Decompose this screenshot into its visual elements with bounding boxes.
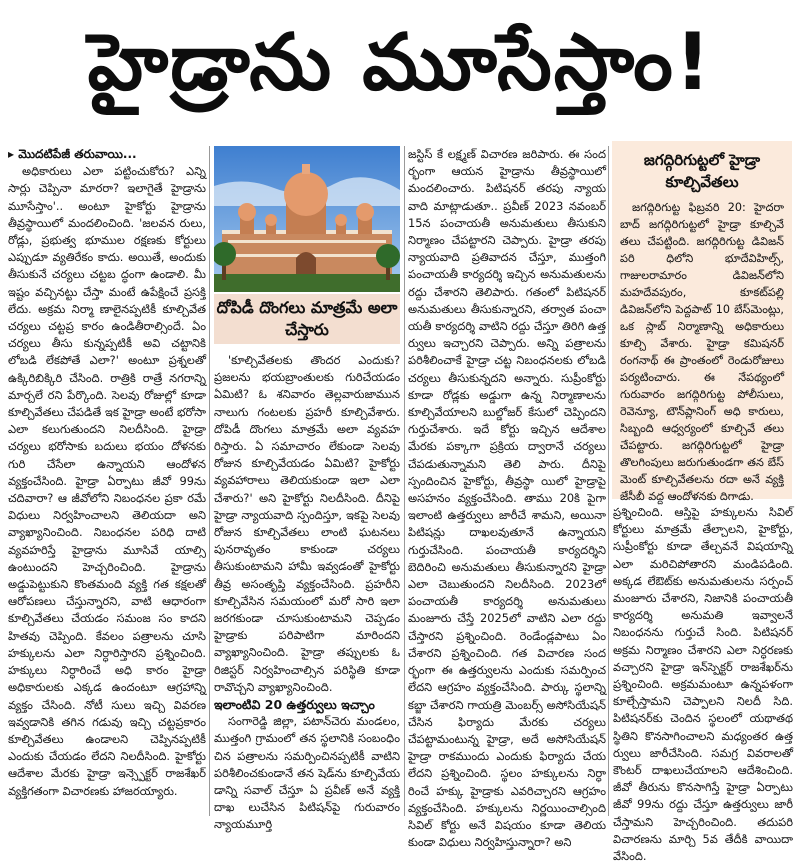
- subheading-box: దోపిడీ దొంగలు మాత్రమే అలా చేస్తారు: [214, 294, 400, 344]
- article-column-3: [408, 146, 606, 851]
- article-text: ప్రశ్నించింది. ఆస్తిపై హక్కులను సివిల్ కోర్టులు మాత్రమే తేల్చాలని, హైకోర్టు, సుప్రీంకోర్టు కూడా తేల్చవనే విషయాన్ని ఎలా మరిచిపోతారని మండిపడింది. అక్కడ లేఔట్‌కు అనుమతులను సర్పంచ్ మంజూరు చేశారని, నిజానికి పంచాయతీ కార్యదర్శి అనుమతి ఇవ్వాలనే నిబంధనను గుర్తుచే సింది. పిటిషనర్ అక్రమ నిర్మాణం చేశారని ఎలా నిర్ధరణకు వచ్చారని హైడ్రా ఇన్‌స్పెక్టర్ రాజశేఖర్‌ను ప్రశ్నించింది. అక్రమమంటూ ఉన్నపళంగా కూల్చేస్తామని చెప్పాలని నిలదీ సిది. పిటిషనర్‌కు చెందిన స్థలంలో యథాతథ స్థితిని కొనసాగించాలని మధ్యంతర ఉత్త ర్వులు జారీచేసింది. సమగ్ర వివరాలతో కౌంటర్ దాఖలుచేయాలని ఆదేశించింది. జీవో తీరును కొనసాగిస్తే హైడ్రా ఏర్పాటు జీవో 99ను రద్దు చేస్తూ ఉత్తర్వులు జారీ చేస్తామని హెచ్చరించింది. తదుపరి విచారణను మార్చి 5వ తేదీకి వాయిదా వేసింది.: [613, 505, 793, 864]
- sidebar-text: జగద్గిరిగుట్ట ఫిబ్రవరి 20: హైదరా బాద్ జగద్గిరిగుట్టలో హైడ్రా కూల్చివే తలు చేపట్టింది. జగద్గిరిగుట్ట డివిజన్ పరి ధిలోని భూదేవిహిల్స్, గాజులరామారం డివిజన్‌లోని మహదేవపురం, కూకట్‌పల్లి డివిజన్‌లోని పెద్దపాట్ 10 బేస్‌మెంట్లు, ఒక స్లాబ్ నిర్మాణాన్ని అధికారులు కూల్చి వేశారు. హైడ్రా కమిషనర్ రంగనాథ్ ఈ ప్రాంతంలో రెండురోజులు పర్యటించారు. ఈ నేపథ్యంలో గురువారం జగద్గిరిగుట్ట పోలీసులు, రెవెన్యూ, టౌన్‌ప్లానింగ్ అధి కారులు, సిబ్బంది ఆధ్వర్యంలో కూల్చివే తలు చేపట్టారు. జగద్గిరిగుట్టలో హైడ్రా తొలగింపులు జరుగుతుండగా తన బేస్ మెంట్ కూల్చివేతలను రదా అనే వ్యక్తి జేసీబీ వద్ద ఆందోళనకు దిగాడు.: [620, 201, 784, 503]
- headline: హైడ్రాను మూసేస్తాం!: [87, 18, 713, 108]
- continued-marker: ▸ మొదటిపేజీ తరువాయి...: [8, 147, 137, 161]
- article-text: అధికారులు ఎలా పట్టించుకోరు? ఎన్ని సార్లు చెప్పినా మారరా? ఇలాగైతే హైడ్రాను మూసేస్తాం'.. అంటూ హైకోర్టు హైడ్రాను తీవ్రస్థాయిలో మందలించింది. 'జలవన రులు, రోడ్లు, ప్రభుత్వ భూముల రక్షణకు కోర్టులు ఎప్పుడూ వ్యతిరేకం కాదు. అయితే, అందుకు తీసుకునే చర్యలు చట్టబ ద్ధంగా ఉండాలి. మీ ఇష్టం వచ్చినట్టు చేస్తా మంటే ఉపేక్షించే ప్రసక్తి లేదు. అక్రమ నిర్మా ణాలైనప్పటికీ కూల్చివేత చర్యలు చట్టప్ర కారం ఉండితీరాల్సిందే. ఏం చర్యలు తీసు కున్నప్పటికీ అవి చట్టానికి లోబడి లేకపోతే ఎలా?' అంటూ ప్రశ్నలతో ఉక్కిరిబిక్కిరి చేసింది. రాత్రికి రాత్రే నగరాన్ని మార్చలే రని పేర్కొంది. సెలవు రోజుల్లో కూడా కూల్చివేతలు చేపడితే ఇక హైడ్రా అంటే భరోసా ఎలా కలుగుతుందని నిలదీసింది. హైడ్రా చర్యలు భరోసాకు బదులు భయం దోళనకు గురి చేసేలా ఉన్నాయని ఆందోళన వ్యక్తంచేసింది. హైడ్రా ఏర్పాటు జీవో 99ను చదివారా? ఆ జీవోలోని నిబంధనల ప్రకా రమే విధులు నిర్వహించాలని తెలియదా అని వ్యాఖ్యానించింది. నిబంధనల పరిధి దాటి వ్యవహరిస్తే హైడ్రాను మూసివే యాల్సి ఉంటుందని హెచ్చరించింది. హైడ్రాను అడ్డుపెట్టుకుని కొంతమంది వ్యక్తి గత కక్షలతో ఆరోపణలు చేస్తున్నారని, వాటి ఆధారంగా కూల్చివేతలు చేయడం సమంజ సం కాదని హితవు చెప్పింది. కేవలం పత్రాలను చూసి హక్కులను ఎలా నిర్ధారిస్తారని ప్రశ్నించింది. హక్కులు నిర్ధారించే అధి కారం హైడ్రా అధికారులకు ఎక్కడ ఉందంటూ ఆగ్రహాన్ని వ్యక్తం చేసింది. నోటీ సులు ఇచ్చి వివరణ ఇవ్వడానికి తగిన గడువు ఇచ్చి చట్టప్రకారం కూల్చివేతలు ఉండాలని చెప్పినప్పటికీ ఎందుకు చేయడం లేదని నిలదీసింది. హైకోర్టు ఆదేశాల మేరకు హైడ్రా ఇన్స్పెక్టర్ రాజశేఖర్ వ్యక్తిగతంగా విచారణకు హాజరయ్యారు.: [8, 164, 206, 798]
- column-divider: [404, 146, 405, 816]
- article-column-2: [214, 352, 400, 834]
- section-subhead: ఇలాంటివి 20 ఉత్తర్వులు ఇచ్చాం: [214, 697, 375, 713]
- sidebar-title: జగద్గిరిగుట్టలో హైడ్రా కూల్చివేతలు: [643, 151, 761, 191]
- article-text: జస్టిస్ కే లక్ష్మణ్ విచారణ జరిపారు. ఈ సంద ర్భంగా ఆయన హైడ్రాను తీవ్రస్థాయిలో మందలించారు. పిటిషనర్ తరపు న్యాయ వాది మాట్లాడుతూ.. ప్రవీణ్ 2023 నవంబర్ 15న పంచాయతీ అనుమతులు తీసుకుని నిర్మాణం చేపట్టారని చెప్పారు. హైడ్రా తరపు న్యాయవాది ప్రతివాదన చేస్తూ, ముత్తంగి పంచాయతీ కార్యదర్శి ఇచ్చిన అనుమతులను రద్దు చేశారని తెలిపారు. గతంలో పిటిషనర్ అనుమతులు తీసుకున్నారని, తర్వాత పంచా యతీ కార్యదర్శి వాటిని రద్దు చేస్తూ తిరిగి ఉత్త ర్వులు ఇచ్చారని చెప్పారు. అన్ని పత్రాలను పరిశీలించాకే హైడ్రా చట్ట నిబంధనలకు లోబడి చర్యలు తీసుకున్నదని అన్నారు. సుప్రీంకోర్టు కూడా రోడ్లకు అడ్డుగా ఉన్న నిర్మాణాలను కూల్చివేయాలని బుల్డోజర్ కేసులో చెప్పిందని గుర్తుచేశారు. ఇదే కోర్టు ఇచ్చిన ఆదేశాల మేరకు పక్కాగా ప్రక్రియ ద్వారానే చర్యలు చేపడుతున్నామని తెలి పారు. దీనిపై స్పందించిన హైకోర్టు, తీవ్రస్థా యిలో హైడ్రాపై అసహనం వ్యక్తంచేసింది. తాము 20కి పైగా ఇలాంటి ఉత్తర్వులు జారీచే శామని, అయినా పిటిషన్లు దాఖలవుతూనే ఉన్నాయని గుర్తుచేసింది. పంచాయతీ కార్యదర్శిని బెదిరించి అనుమతులు తీసుకున్నారని హైడ్రా ఎలా చెబుతుందని నిలదీసింది. 2023లో పంచాయతీ కార్యదర్శి అనుమతులు మంజూరు చేస్తే 2025లో వాటిని ఎలా రద్దు చేస్తారని ప్రశ్నించింది. రెండేండ్లపాటు ఏం చేశారని ప్రశ్నించింది. గత విచారణ సంద ర్భంగా ఈ ఉత్తర్వులను ఎందుకు సమర్పించ లేదని ఆగ్రహం వ్యక్తంచేసింది. పార్కు స్థలాన్ని కబ్జా చేశారని గాయత్రి మెంబర్స్ అసోసియేషన్ చేసిన ఫిర్యాదు మేరకు చర్యలు చేపట్టామంటున్న హైడ్రా, అదే అసోసియేషన్ హైడ్రా రాకముందు ఎందుకు ఫిర్యాదు చేయ లేదని ప్రశ్నించింది. స్థలం హక్కులను నిర్ధా రించే హక్కు హైడ్రాకు ఎవరిచ్చారని ఆగ్రహం వ్యక్తంచేసింది. హక్కులను నిర్ణయించాల్సింది సివిల్ కోర్టు అనే విషయం కూడా తెలియ కుండా విధులు నిర్వహిస్తున్నారా? అని: [408, 147, 606, 850]
- column-divider: [209, 146, 210, 816]
- article-column-1: [8, 146, 206, 800]
- column-divider: [608, 146, 609, 816]
- sidebar-box: [612, 141, 792, 503]
- article-text: 'కూల్చివేతలకు తొందర ఎందుకు? ప్రజలను భయబ్రాంతులకు గురిచేయడం ఏమిటి? ఓ శనివారం తెల్లవారుజామున నాలుగు గంటలకు ప్రహరీ కూల్చివేశారు. దోపిడీ దొంగలు మాత్రమే అలా వ్యవహ రిస్తారు. ఏ సమాచారం లేకుండా సెలవు రోజున కూల్చివేయడం ఏమిటి? హైకోర్టు వ్యవహారాలు తెలియకుండా ఇలా ఎలా చేశారు?' అని హైకోర్టు నిలదీసింది. దీనిపై హైడ్రా న్యాయవాది స్పందిస్తూ, ఇకపై సెలవు రోజున కూల్చివేతలు లాంటి ఘటనలు పునరావృతం కాకుండా చర్యలు తీసుకుంటామని హామీ ఇవ్వడంతో హైకోర్టు తీవ్ర అసంతృప్తి వ్యక్తంచేసింది. ప్రహరీని కూల్చివేసిన సమయంలో మరో సారి ఇలా జరగకుండా చూసుకుంటామని చెప్పడం హైడ్రాకు పరిపాటిగా మారిందని వ్యాఖ్యానించింది. హైడ్రా తప్పులకు ఓ రిజిస్టర్ నిర్వహించాల్సిన పరిస్థితి కూడా రావొచ్చని వ్యాఖ్యానించింది.: [214, 353, 400, 694]
- article-column-4: [613, 504, 793, 865]
- high-court-photo: [214, 146, 400, 292]
- article-text: సంగారెడ్డి జిల్లా, పటాన్‌చెరు మండలం, ముత్తంగి గ్రామంలో తన స్థలానికి సంబంధిం చిన పత్రాలను సమర్పించినప్పటికీ వాటిని పరిశీలించకుండానే తన షెడ్‌ను కూల్చివేయ డాన్ని సవాల్ చేస్తూ ఏ ప్రవీణ్ అనే వ్యక్తి దాఖ లుచేసిన పిటిషన్‌పై గురువారం న్యాయమూర్తి: [214, 714, 400, 832]
